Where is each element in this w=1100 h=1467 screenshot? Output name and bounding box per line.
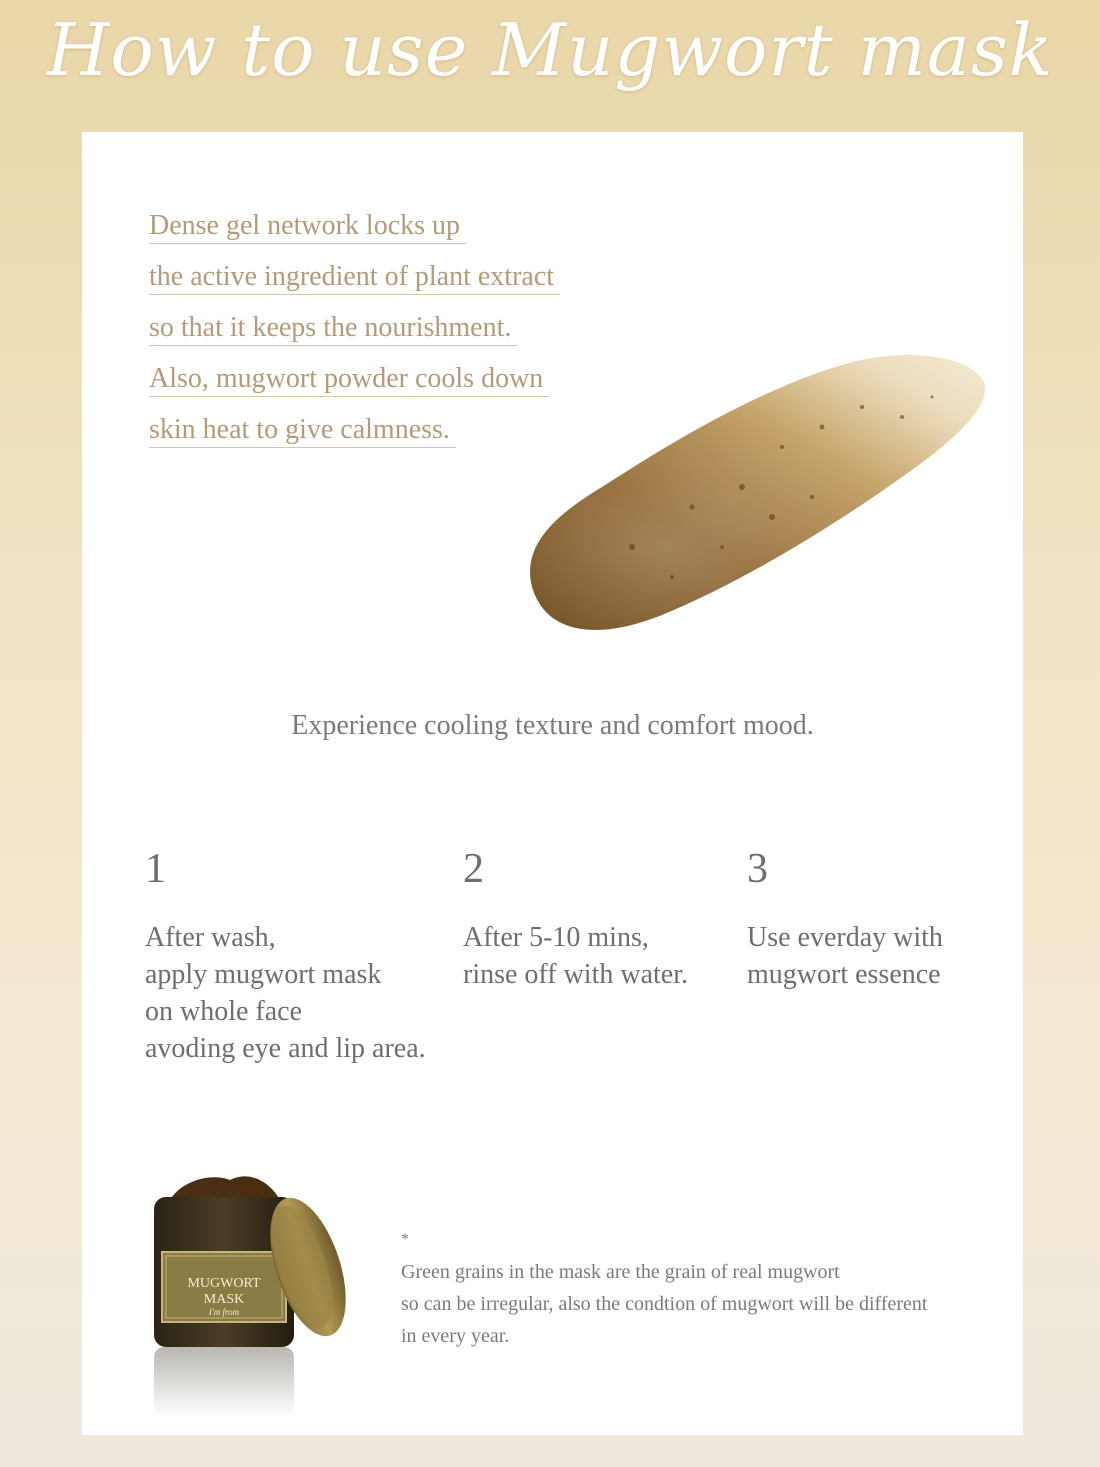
step-text: After 5-10 mins, rinse off with water. <box>463 922 688 990</box>
step-1 <box>145 847 426 1067</box>
product-jar-image <box>140 1162 360 1422</box>
footnote-line: Green grains in the mask are the grain of real mugwort <box>401 1261 840 1283</box>
page-title: How to use Mugwort mask <box>46 8 1054 92</box>
intro-text <box>149 210 560 465</box>
footnote-line: so can be irregular, also the condtion of mugwort will be different <box>401 1293 928 1315</box>
intro-line: the active ingredient of plant extract <box>149 261 560 295</box>
step-text: Use everday with mugwort essence <box>747 922 943 990</box>
footnote-line: in every year. <box>401 1325 510 1347</box>
intro-line: Also, mugwort powder cools down <box>149 363 549 397</box>
step-number: 3 <box>747 846 768 892</box>
intro-line: so that it keeps the nourishment. <box>149 312 517 346</box>
footnote-marker: * <box>401 1231 409 1248</box>
jar-label-line-2: MASK <box>203 1292 245 1307</box>
mask-texture-swatch-image <box>512 347 992 647</box>
tagline: Experience cooling texture and comfort mood. <box>291 710 814 741</box>
step-number: 2 <box>463 846 484 892</box>
jar-label-line-1: MUGWORT <box>187 1276 261 1291</box>
step-2 <box>463 847 688 993</box>
content-card <box>82 132 1023 1435</box>
step-number: 1 <box>145 846 166 892</box>
jar-label-brand: I'm from <box>208 1307 240 1317</box>
intro-line: Dense gel network locks up <box>149 210 466 244</box>
step-3 <box>747 847 943 993</box>
step-text: After wash, apply mugwort mask on whole face avoding eye and lip area. <box>145 922 426 1064</box>
footnote <box>401 1232 927 1352</box>
intro-line: skin heat to give calmness. <box>149 414 456 448</box>
